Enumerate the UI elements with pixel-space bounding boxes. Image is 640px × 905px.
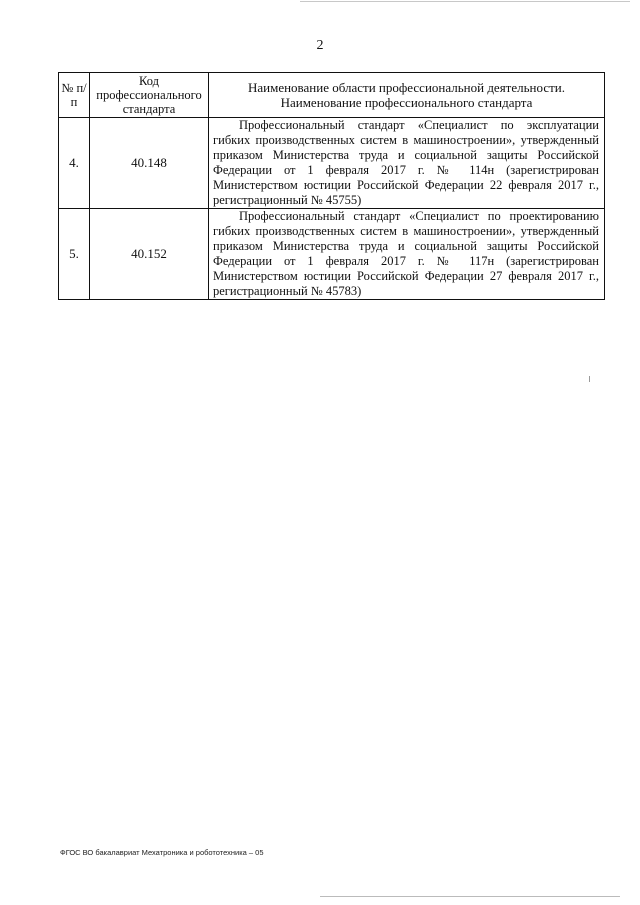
table-header-row — [59, 73, 605, 118]
row-code: 40.148 — [90, 118, 209, 209]
scan-artifact — [589, 376, 590, 382]
scan-edge-line — [300, 1, 630, 2]
header-name-line1: Наименование области профессиональной деятельности. — [247, 80, 565, 95]
row-description-text: Профессиональный стандарт «Специалист по проектированию гибких производственных систем в машиностроении», утвержденный приказом Министерства труда и социальной защиты Российской Федерации от 1 февраля 2017 г. № 117н (зарегистрирован Министерством юстиции Российской Федерации 27 февраля 2017 г., регистрационный № 45783) — [213, 209, 599, 298]
row-number: 5. — [59, 209, 90, 300]
professional-standards-table — [58, 72, 605, 300]
row-description-text: Профессиональный стандарт «Специалист по эксплуатации гибких производственных систем в машиностроении», утвержденный приказом Министерства труда и социальной защиты Российской Федерации от 1 февраля 2017 г. № 114н (зарегистрирован Министерством юстиции Российской Федерации 22 февраля 2017 г., регистрационный № 45755) — [213, 118, 599, 207]
header-number: № п/п — [59, 73, 90, 118]
document-footer: ФГОС ВО бакалавриат Мехатроника и робототехника – 05 — [60, 848, 264, 857]
header-name — [209, 73, 605, 118]
row-description — [209, 118, 605, 209]
row-code: 40.152 — [90, 209, 209, 300]
row-description — [209, 209, 605, 300]
table-row — [59, 209, 605, 300]
header-code: Код профессионального стандарта — [90, 73, 209, 118]
header-name-line2: Наименование профессионального стандарта — [280, 95, 533, 110]
page-number: 2 — [316, 38, 324, 53]
row-number: 4. — [59, 118, 90, 209]
scan-edge-line — [320, 896, 620, 897]
table-row — [59, 118, 605, 209]
